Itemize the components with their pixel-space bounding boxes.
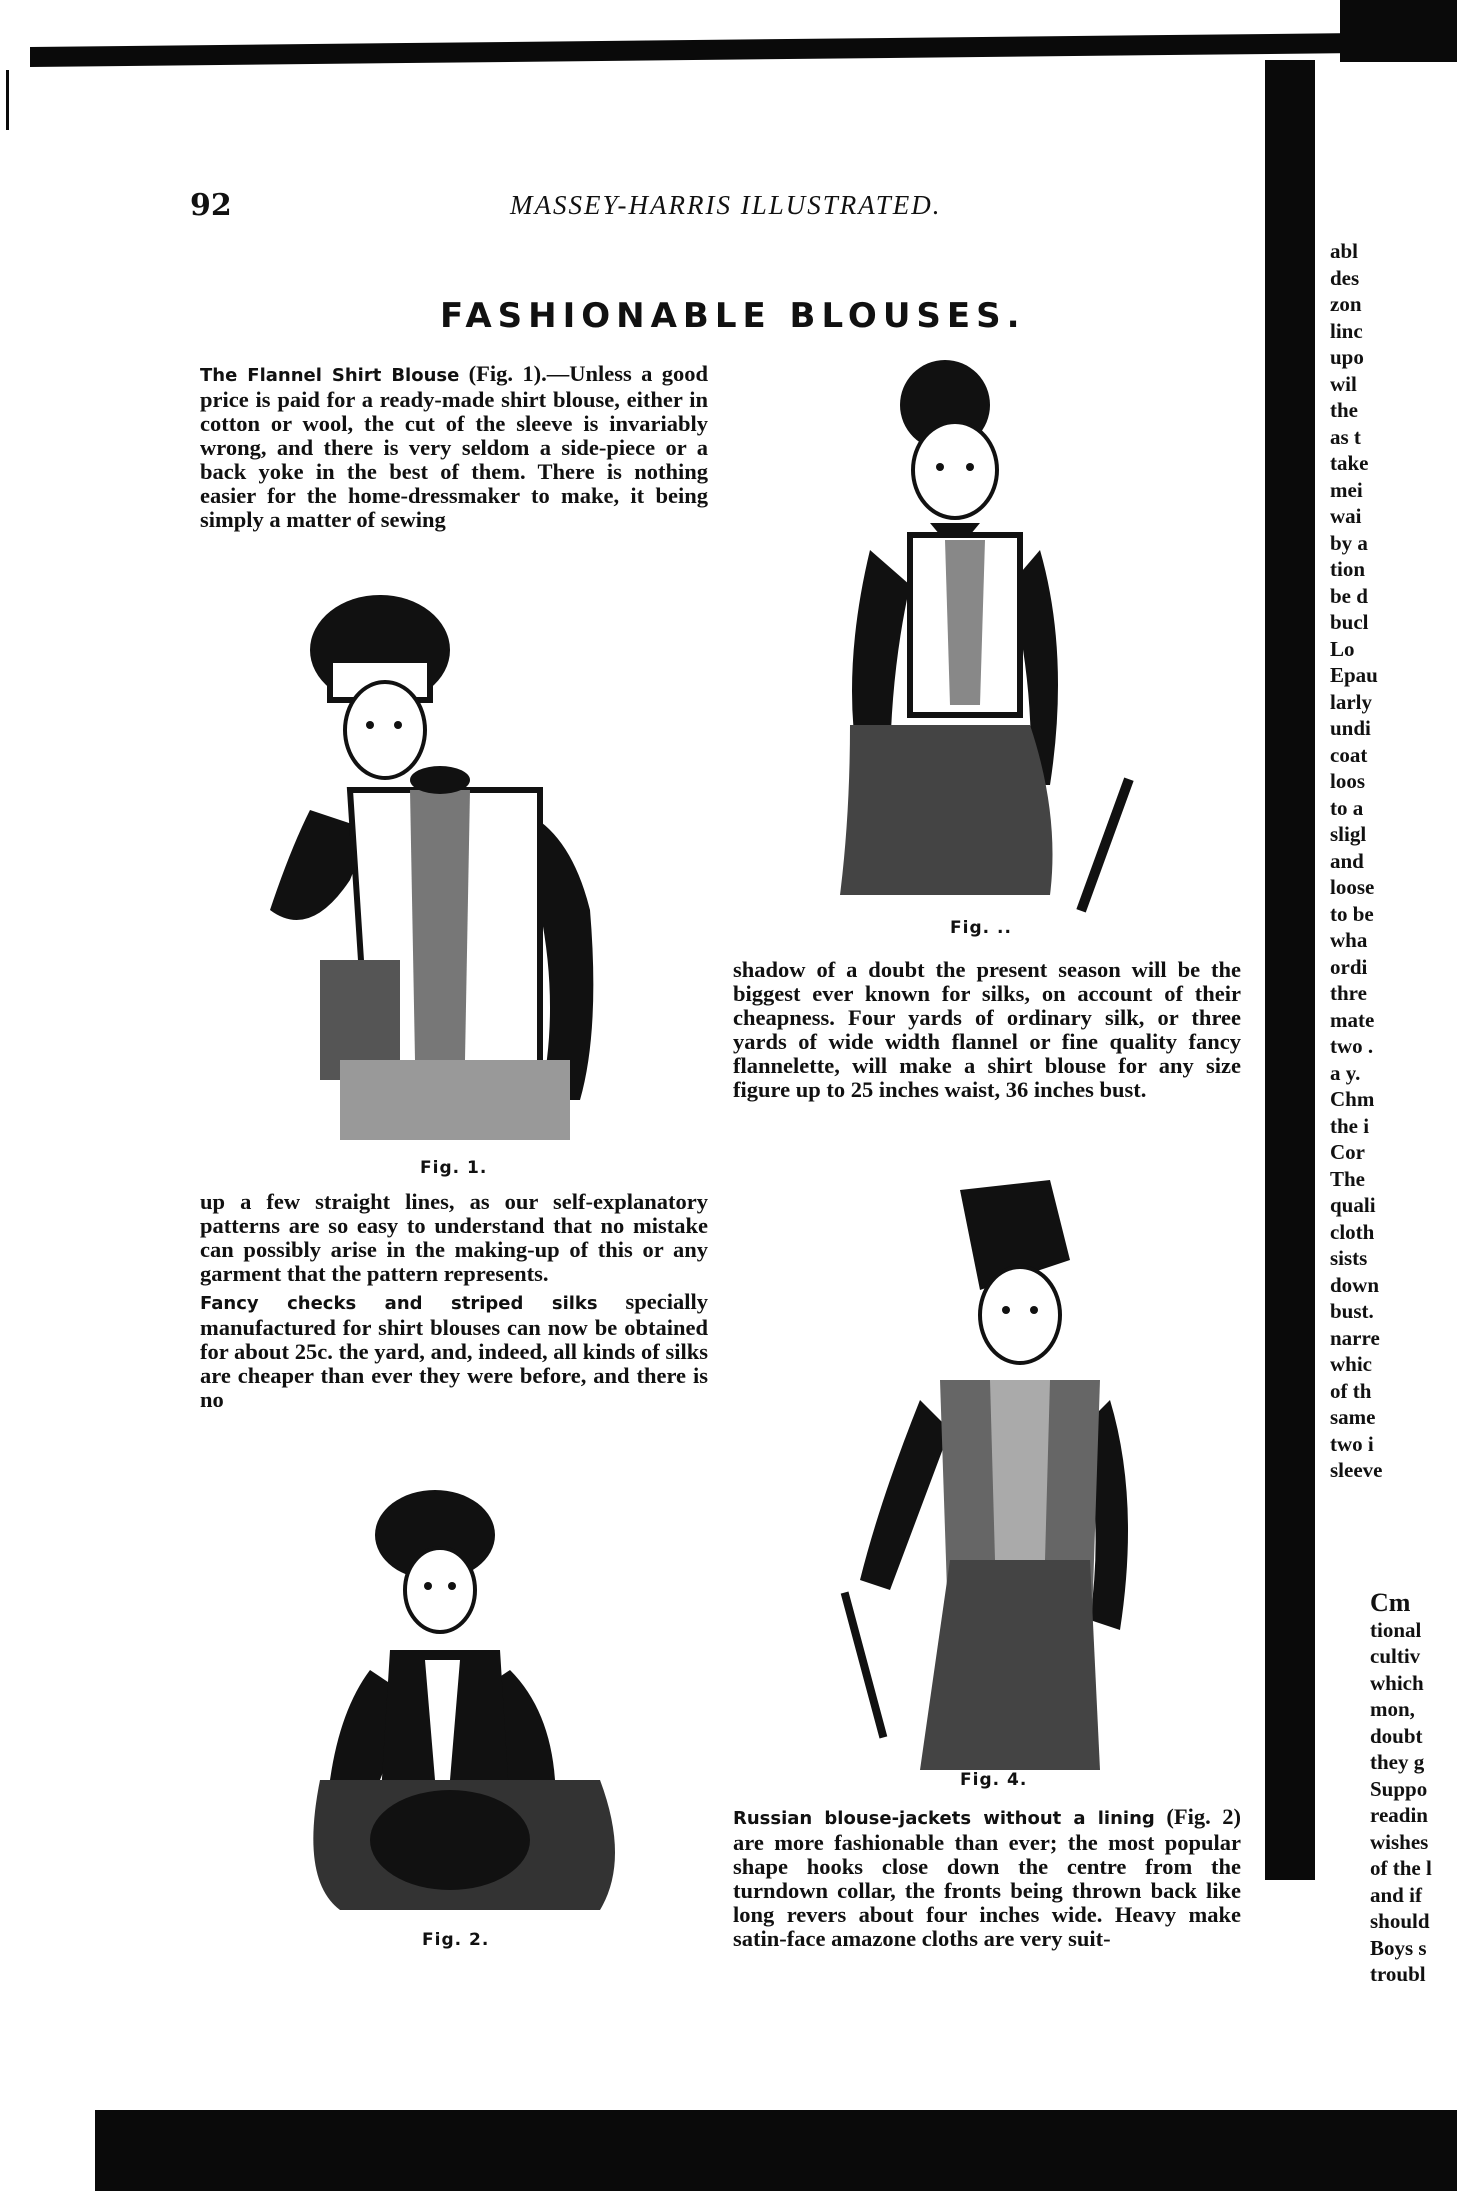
facing-line: Lo (1330, 636, 1355, 661)
paragraph-lead: Fancy checks and striped silks (200, 1293, 598, 1314)
facing-line: wil (1330, 371, 1357, 396)
facing-line: cultiv (1370, 1644, 1421, 1668)
facing-line: doubt (1370, 1723, 1423, 1748)
facing-line: narre (1330, 1325, 1380, 1350)
facing-line: Epau (1330, 663, 1378, 687)
left-column-bottom (200, 1190, 708, 1416)
facing-line: and if (1370, 1882, 1422, 1907)
facing-page-column-bottom (1370, 1590, 1457, 1988)
paragraph-lead: The Flannel Shirt Blouse (200, 365, 460, 386)
paragraph-silks (200, 1290, 708, 1412)
facing-line: two i (1330, 1431, 1374, 1456)
facing-line: by a (1330, 530, 1368, 555)
facing-line: undi (1330, 716, 1371, 740)
facing-line: thre (1330, 981, 1367, 1005)
facing-line: a y. (1330, 1060, 1361, 1085)
figure-1-illustration (270, 580, 650, 1150)
left-column-top (200, 362, 708, 536)
figure-3-caption: Fig. .. (950, 918, 1012, 938)
figure-1-caption: Fig. 1. (420, 1158, 488, 1178)
facing-line: upo (1330, 345, 1364, 369)
facing-line: troubl (1370, 1962, 1426, 1986)
right-column-bottom (733, 1805, 1241, 1955)
figure-4-caption: Fig. 4. (960, 1770, 1028, 1790)
facing-line: whic (1330, 1352, 1372, 1376)
facing-line: should (1370, 1909, 1430, 1933)
facing-line: mei (1330, 477, 1363, 502)
top-right-dark-corner (1340, 0, 1457, 62)
paragraph-text: (Fig. 1).—Unless a good price is paid for a ready-made shirt blouse, either in cotton or wool, the cut of the sleeve is invariably wrong, and there is very seldom a side-piece or a back yoke in the best of them. There is nothing easier for the home-dressmaker to make, it being simply a matter of sewing (200, 361, 708, 532)
facing-line: mate (1330, 1007, 1375, 1032)
facing-line: down (1330, 1272, 1380, 1297)
facing-line: Cm (1370, 1588, 1411, 1617)
facing-line: of the l (1370, 1856, 1432, 1880)
paragraph-text: (Fig. 2) are more fashionable than ever; the most popular shape hooks close down the centre from the turndown collar, the fronts being thrown back like long revers about four inches wide. Heavy make satin-face amazone cloths are very suit- (733, 1804, 1241, 1951)
paragraph-patterns: up a few straight lines, as our self-explanatory patterns are so easy to understand that no mistake can possibly arise in the making-up of this or any garment that the pattern represents. (200, 1189, 708, 1286)
facing-line: loose (1330, 875, 1375, 899)
facing-line: the (1330, 398, 1358, 422)
figure-2-caption: Fig. 2. (422, 1930, 490, 1950)
article-title: FASHIONABLE BLOUSES. (440, 296, 1026, 336)
facing-line: sligl (1330, 822, 1367, 846)
facing-line: quali (1330, 1193, 1376, 1217)
facing-line: des (1330, 265, 1360, 290)
facing-line: take (1330, 451, 1369, 475)
facing-line: of th (1330, 1378, 1372, 1403)
facing-line: to be (1330, 901, 1374, 926)
facing-line: Chm (1330, 1087, 1375, 1111)
facing-line: they g (1370, 1750, 1425, 1774)
facing-line: mon, (1370, 1697, 1415, 1721)
facing-line: two . (1330, 1034, 1374, 1058)
running-head: MASSEY-HARRIS ILLUSTRATED. (510, 190, 942, 220)
facing-line: zon (1330, 292, 1362, 316)
facing-line: loos (1330, 769, 1366, 793)
facing-line: be d (1330, 583, 1368, 608)
figure-2-illustration (300, 1480, 640, 1920)
facing-line: larly (1330, 689, 1372, 714)
facing-line: wishes (1370, 1829, 1429, 1854)
facing-line: bust. (1330, 1299, 1374, 1323)
paragraph-russian-blouse (733, 1805, 1241, 1951)
facing-line: which (1370, 1670, 1424, 1695)
facing-line: Boys s (1370, 1935, 1427, 1960)
facing-line: cloth (1330, 1219, 1375, 1244)
facing-line: the i (1330, 1113, 1370, 1138)
page-header (190, 188, 970, 228)
facing-line: and (1330, 848, 1364, 873)
facing-line: Cor (1330, 1140, 1365, 1164)
right-column-top (733, 958, 1241, 1106)
paragraph-text: specially manufactured for shirt blouses can now be obtained for about 25c. the yard, and, indeed, all kinds of silks are cheaper than ever they were before, and there is no (200, 1289, 708, 1412)
figure-4-illustration (820, 1180, 1180, 1770)
facing-line: readin (1370, 1803, 1428, 1827)
facing-line: Suppo (1370, 1776, 1428, 1801)
facing-line: as t (1330, 424, 1361, 449)
facing-line: abl (1330, 239, 1359, 263)
left-edge-mark (6, 70, 9, 130)
facing-line: coat (1330, 742, 1368, 767)
facing-line: bucl (1330, 610, 1369, 634)
paragraph-flannel-blouse (200, 362, 708, 532)
facing-line: The (1330, 1166, 1366, 1191)
right-binding-shadow (1265, 60, 1315, 1880)
facing-line: wai (1330, 504, 1362, 528)
facing-page-column-top (1330, 238, 1455, 1484)
paragraph-lead: Russian blouse-jackets without a lining (733, 1808, 1155, 1829)
figure-3-illustration (830, 355, 1160, 915)
paragraph-silk-season: shadow of a doubt the present season will be the biggest ever known for silks, on account of their cheapness. Four yards of ordinary silk, or three yards of wide width flannel or fine quality fancy flannelette, will make a shirt blouse for any size figure up to 25 inches waist, 36 inches bust. (733, 957, 1241, 1102)
facing-line: wha (1330, 928, 1368, 952)
bottom-page-edge (95, 2110, 1457, 2191)
facing-line: tion (1330, 557, 1366, 581)
facing-line: same (1330, 1405, 1376, 1429)
facing-line: linc (1330, 318, 1363, 343)
facing-line: to a (1330, 795, 1364, 820)
facing-line: sists (1330, 1246, 1368, 1270)
top-page-edge (30, 33, 1360, 67)
facing-line: sleeve (1330, 1458, 1383, 1482)
facing-line: tional (1370, 1617, 1422, 1642)
page-number: 92 (190, 188, 232, 223)
facing-line: ordi (1330, 954, 1368, 979)
